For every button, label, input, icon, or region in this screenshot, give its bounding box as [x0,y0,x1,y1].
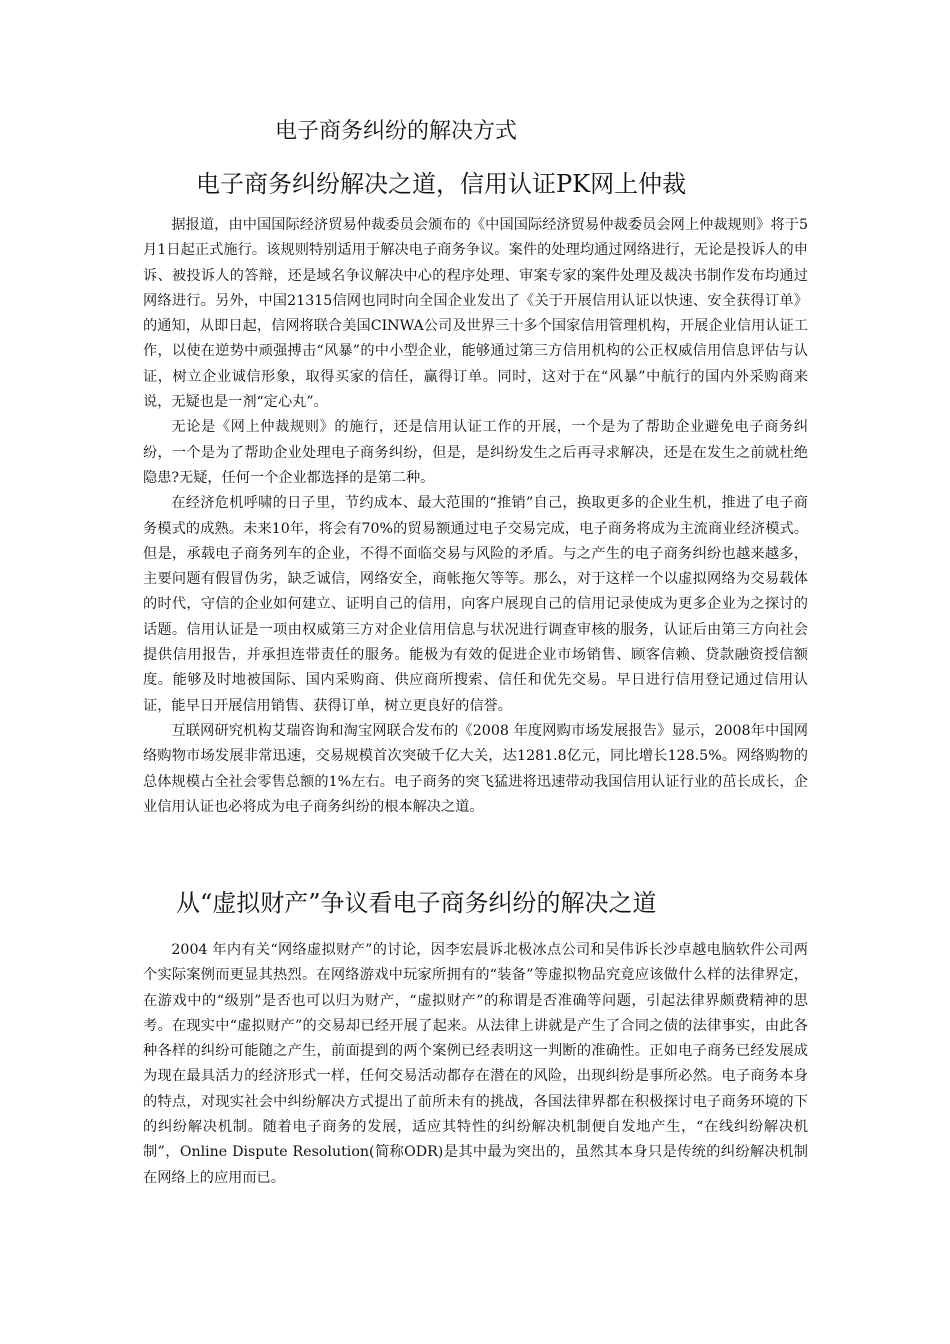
body-section-1 [143,213,808,820]
paragraph: 据报道，由中国国际经济贸易仲裁委员会颁布的《中国国际经济贸易仲裁委员会网上仲裁规则》将于5月1日起正式施行。该规则特别适用于解决电子商务争议。案件的处理均通过网络进行，无论是投诉人的申诉、被投诉人的答辩，还是域名争议解决中心的程序处理、审案专家的案件处理及裁决书制作发布均通过网络进行。另外，中国21315信网也同时向全国企业发出了《关于开展信用认证以快速、安全获得订单》的通知，从即日起，信网将联合美国CINWA公司及世界三十多个国家信用管理机构，开展企业信用认证工作，以使在逆势中顽强搏击“风暴”的中小型企业，能够通过第三方信用机构的公正权威信用信息评估与认证，树立企业诚信形象，取得买家的信任，赢得订单。同时，这对于在“风暴”中航行的国内外采购商来说，无疑也是一剂“定心丸”。 [143,217,808,411]
paragraph: 互联网研究机构艾瑞咨询和淘宝网联合发布的《2008 年度网购市场发展报告》显示，2008年中国网络购物市场发展非常迅速，交易规模首次突破千亿大关，达1281.8亿元，同比增长128.5%。网络购物的总体规模占全社会零售总额的1%左右。电子商务的突飞猛进将迅速带动我国信用认证行业的茁长成长，企业信用认证也必将成为电子商务纠纷的根本解决之道。 [143,722,808,815]
document-subtitle: 电子商务纠纷解决之道，信用认证PK网上仲裁 [196,170,687,198]
section-heading: 从“虚拟财产”争议看电子商务纠纷的解决之道 [176,889,657,917]
paragraph: 无论是《网上仲裁规则》的施行，还是信用认证工作的开展，一个是为了帮助企业避免电子商务纠纷，一个是为了帮助企业处理电子商务纠纷，但是，是纠纷发生之后再寻求解决，还是在发生之前就杜绝隐患?无疑，任何一个企业都选择的是第二种。 [143,419,808,486]
paragraph: 在经济危机呼啸的日子里，节约成本、最大范围的“推销”自己，换取更多的企业生机，推进了电子商务模式的成熟。未来10年，将会有70%的贸易额通过电子交易完成，电子商务将成为主流商业经济模式。但是，承载电子商务列车的企业，不得不面临交易与风险的矛盾。与之产生的电子商务纠纷也越来越多，主要问题有假冒伪劣，缺乏诚信，网络安全，商帐拖欠等等。那么，对于这样一个以虚拟网络为交易载体的时代，守信的企业如何建立、证明自己的信用，向客户展现自己的信用记录使成为更多企业为之探讨的话题。信用认证是一项由权威第三方对企业信用信息与状况进行调查审核的服务，认证后由第三方向社会提供信用报告，并承担连带责任的服务。能极为有效的促进企业市场销售、顾客信赖、贷款融资授信额度。能够及时地被国际、国内采购商、供应商所搜索、信任和优先交易。早日进行信用登记通过信用认证，能早日开展信用销售、获得订单，树立更良好的信誉。 [143,495,808,714]
document-title: 电子商务纠纷的解决方式 [275,119,518,144]
body-section-2 [143,938,808,1191]
paragraph: 2004 年内有关“网络虚拟财产”的讨论，因李宏晨诉北极冰点公司和吴伟诉长沙卓越电脑软件公司两个实际案例而更显其热烈。在网络游戏中玩家所拥有的“装备”等虚拟物品究竟应该做什么样的法律界定，在游戏中的“级别”是否也可以归为财产，“虚拟财产”的称谓是否准确等问题，引起法律界颇费精神的思考。在现实中“虚拟财产”的交易却已经开展了起来。从法律上讲就是产生了合同之债的法律事实，由此各种各样的纠纷可能随之产生，前面提到的两个案例已经表明这一判断的准确性。正如电子商务已经发展成为现在最具活力的经济形式一样，任何交易活动都存在潜在的风险，出现纠纷是事所必然。电子商务本身的特点，对现实社会中纠纷解决方式提出了前所未有的挑战，各国法律界都在积极探讨电子商务环境的下的纠纷解决机制。随着电子商务的发展，适应其特性的纠纷解决机制便自发地产生，“在线纠纷解决机制”，Online Dispute Resolution(简称ODR)是其中最为突出的，虽然其本身只是传统的纠纷解决机制在网络上的应用而已。 [143,942,808,1186]
